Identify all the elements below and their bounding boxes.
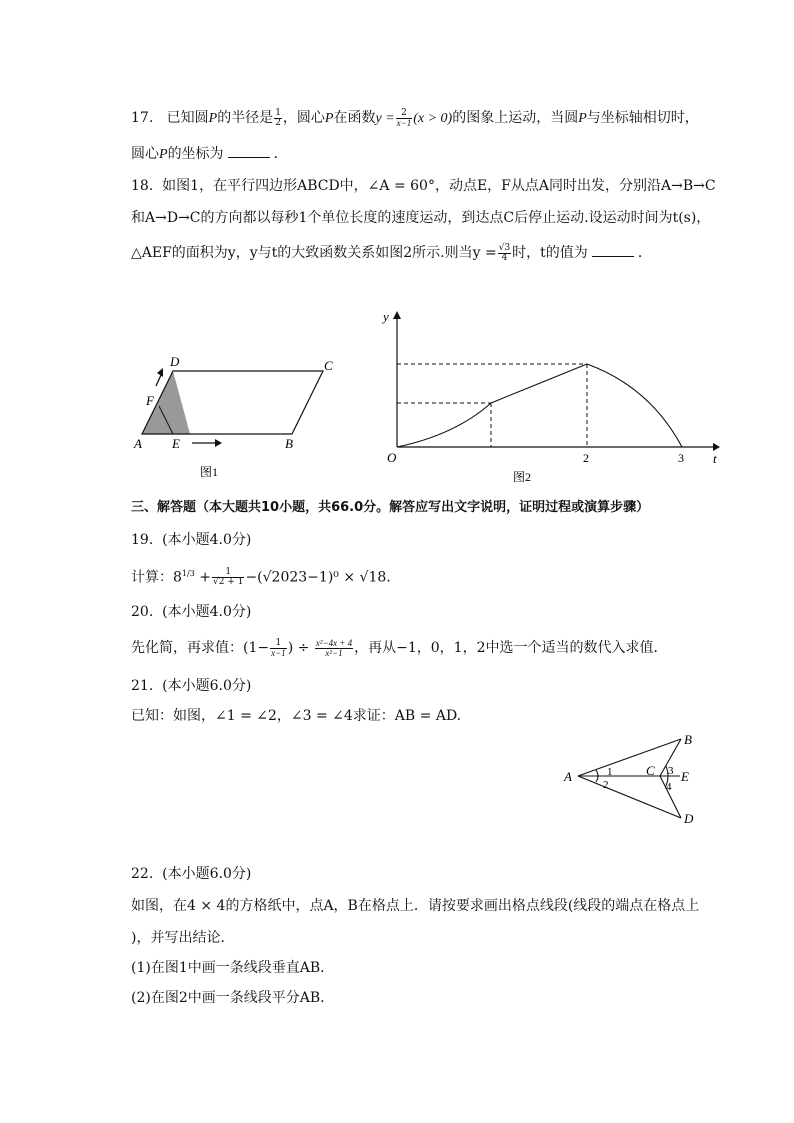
text: ． xyxy=(273,146,288,162)
curve-part2 xyxy=(491,364,587,403)
angle-2: 2 xyxy=(603,779,609,791)
fraction-fn xyxy=(396,109,413,128)
num: 1 xyxy=(270,639,287,649)
num: 2 xyxy=(396,109,413,119)
text: 与坐标轴相切时， xyxy=(586,110,699,126)
den: x−1 xyxy=(396,117,412,128)
text: 计算：8 xyxy=(131,569,182,586)
figure-parallelogram xyxy=(130,350,350,480)
section-heading: 三、解答题（本大题共10小题，共66.0分。解答应写出文字说明，证明过程或演算步骤） xyxy=(131,500,650,515)
fraction xyxy=(270,639,287,658)
q17-line1 xyxy=(131,108,699,129)
figure-kite xyxy=(560,730,710,830)
q19-body xyxy=(131,564,391,588)
condition: (x > 0) xyxy=(413,111,453,126)
q18-number: 18. xyxy=(131,178,154,194)
label-c: C xyxy=(646,763,655,778)
text: △AEF的面积为y，y与t的大致函数关系如图2所示.则当y = xyxy=(131,245,497,261)
score: (本小题4.0分) xyxy=(162,604,252,620)
text: 的坐标为 xyxy=(167,146,224,162)
arrow-right-head xyxy=(215,439,222,447)
label-a: A xyxy=(564,769,572,784)
q17-line2 xyxy=(131,144,288,165)
label-t: t xyxy=(713,451,717,466)
q20-body xyxy=(131,638,668,658)
label-y: y xyxy=(383,309,389,324)
text: 和A→D→C的方向都以每秒1个单位长度的速度运动，到达点C后停止运动.设运动时间为t(s)， xyxy=(131,210,711,226)
text: 在函数 xyxy=(333,110,376,126)
q21-number: 21. xyxy=(131,678,154,694)
q22-line1: 如图，在4 × 4的方格纸中，点A，B在格点上．请按要求画出格点线段(线段的端点在格点上 xyxy=(131,898,700,914)
caption-fig1: 图1 xyxy=(200,465,219,479)
q19-header xyxy=(131,530,251,550)
fraction xyxy=(315,639,353,658)
q19-number: 19. xyxy=(131,532,154,548)
label-b: B xyxy=(684,732,692,747)
label-o: O xyxy=(387,450,397,465)
text: −(√2023−1)⁰ × √18. xyxy=(245,569,391,586)
var-p: P xyxy=(159,147,168,162)
curve-part1 xyxy=(397,403,491,447)
q20-number: 20. xyxy=(131,604,154,620)
text: 的半径是 xyxy=(217,110,274,126)
q20-header xyxy=(131,602,251,622)
caption-fig2: 图2 xyxy=(513,470,532,484)
den: x−1 xyxy=(271,647,286,658)
label-f: F xyxy=(146,393,154,408)
q22-number: 22. xyxy=(131,866,154,882)
x-axis-arrow xyxy=(713,443,720,451)
label-d: D xyxy=(684,811,694,826)
answer-blank[interactable] xyxy=(228,145,270,158)
label-d: D xyxy=(170,354,180,369)
text: 的图象上运动，当圆 xyxy=(452,110,579,126)
segment-ab xyxy=(578,739,681,776)
var-p: P xyxy=(208,111,218,126)
label-e: E xyxy=(172,436,180,451)
score: (本小题6.0分) xyxy=(162,678,252,694)
var-p: P xyxy=(324,111,334,126)
q21-header xyxy=(131,676,251,696)
den: 2 xyxy=(275,117,281,128)
y-axis-arrow xyxy=(393,311,401,319)
den: 4 xyxy=(501,252,508,263)
text: 如图1，在平行四边形ABCD中，∠A = 60°，动点E，F从点A同时出发，分别沿A→B→C xyxy=(162,178,716,194)
label-b: B xyxy=(285,436,293,451)
text: 已知圆 xyxy=(166,110,209,126)
answer-blank[interactable] xyxy=(592,244,634,257)
q22-header xyxy=(131,864,251,884)
q22-line2: )，并写出结论． xyxy=(131,930,235,946)
angle-3: 3 xyxy=(668,765,674,777)
angle-4: 4 xyxy=(666,781,672,793)
curve-part3 xyxy=(587,364,682,447)
text: 时，t的值为 xyxy=(512,245,588,261)
q22-line4: (2)在图2中画一条线段平分AB． xyxy=(131,990,335,1006)
angle-1: 1 xyxy=(607,766,613,778)
text: + xyxy=(199,569,211,586)
q22-line3: (1)在图1中画一条线段垂直AB． xyxy=(131,960,335,976)
q18-line3 xyxy=(131,243,652,263)
tick-2: 2 xyxy=(583,451,589,465)
arrow-up xyxy=(156,375,161,386)
text: ) ÷ xyxy=(287,640,310,656)
text: 圆心 xyxy=(131,146,159,162)
text: ，再从−1，0，1，2中选一个适当的数代入求值． xyxy=(354,640,668,656)
den: x²−1 xyxy=(325,647,343,658)
fraction xyxy=(212,568,244,587)
den: √2 + 1 xyxy=(212,577,244,588)
label-a: A xyxy=(134,436,142,451)
score: (本小题4.0分) xyxy=(162,532,252,548)
label-e: E xyxy=(681,769,689,784)
num: x²−4x + 4 xyxy=(315,637,353,648)
label-c: C xyxy=(324,358,333,373)
q17-number: 17. xyxy=(131,110,154,126)
score: (本小题6.0分) xyxy=(162,866,252,882)
fraction-sqrt3-4 xyxy=(498,244,511,263)
tick-3: 3 xyxy=(678,451,684,465)
q18-line2 xyxy=(131,208,710,228)
num: 1 xyxy=(212,568,244,578)
figure-graph xyxy=(375,305,730,490)
text: ． xyxy=(637,245,652,261)
num: √3 xyxy=(498,242,511,253)
var-p: P xyxy=(578,111,587,126)
text: ，圆心 xyxy=(282,110,325,126)
fraction-half xyxy=(274,109,282,128)
exponent: 1/3 xyxy=(181,569,195,578)
q21-body: 已知：如图，∠1 = ∠2，∠3 = ∠4求证：AB = AD. xyxy=(131,708,462,724)
num: 1 xyxy=(275,107,281,118)
q18-line1 xyxy=(131,176,716,196)
y-equals: y = xyxy=(375,111,395,126)
text: 先化简，再求值：(1− xyxy=(131,640,270,656)
